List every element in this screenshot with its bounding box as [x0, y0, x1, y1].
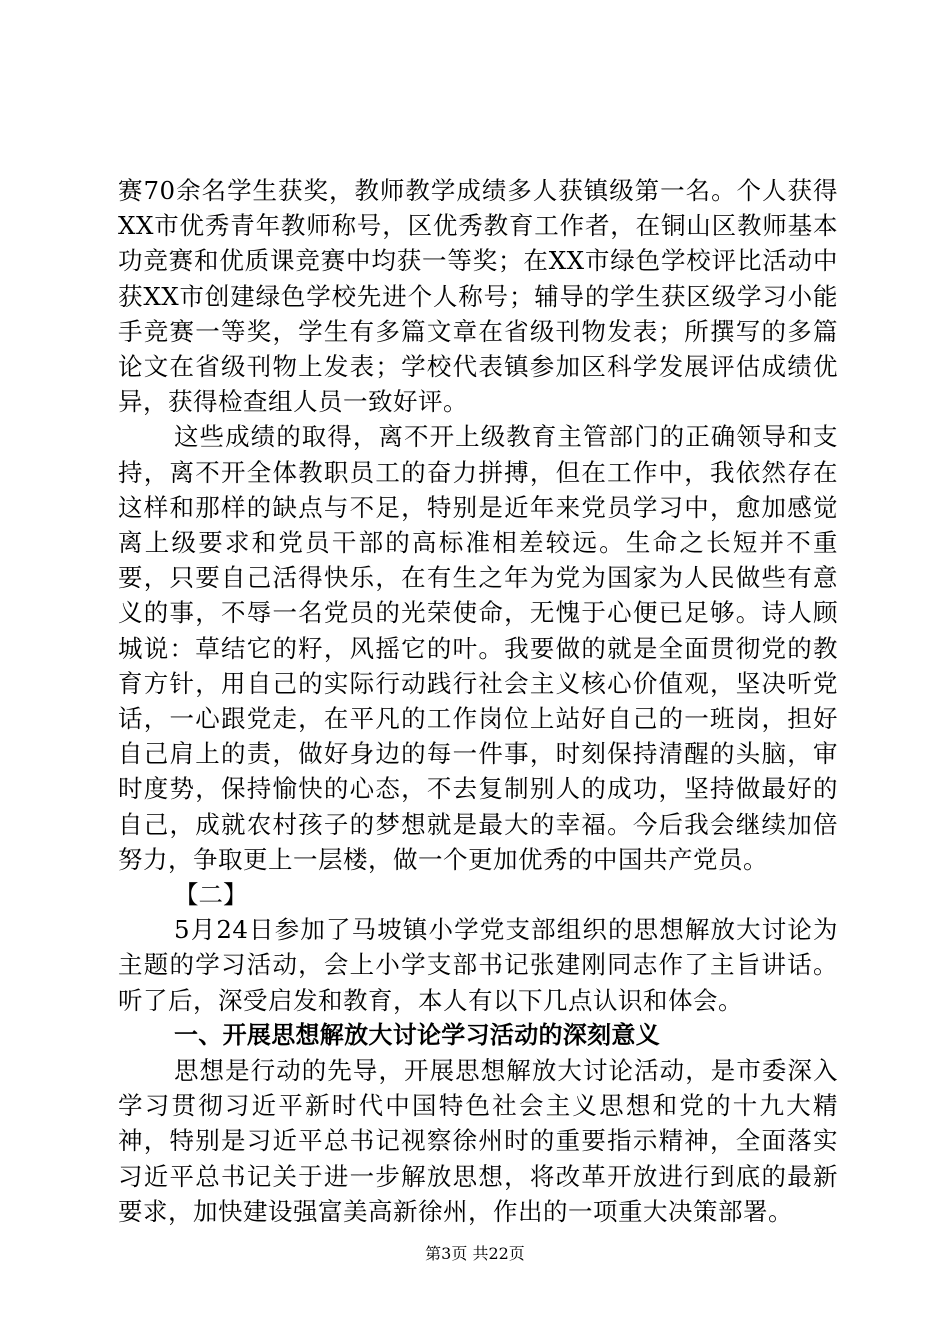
- paragraph-significance: 思想是行动的先导，开展思想解放大讨论活动，是市委深入学习贯彻习近平新时代中国特色社会主义思想和党的十九大精神，特别是习近平总书记视察徐州时的重要指示精神，全面落实习近平总书记关于进一步解放思想，将改革开放进行到底的最新要求，加快建设强富美高新徐州，作出的一项重大决策部署。: [118, 1056, 838, 1226]
- paragraph-achievements: 赛70余名学生获奖，教师教学成绩多人获镇级第一名。个人获得XX市优秀青年教师称号，区优秀教育工作者，在铜山区教师基本功竞赛和优质课竞赛中均获一等奖；在XX市绿色学校评比活动中获XX市创建绿色学校先进个人称号；辅导的学生获区级学习小能手竞赛一等奖，学生有多篇文章在省级刊物发表；所撰写的多篇论文在省级刊物上发表；学校代表镇参加区科学发展评估成绩优异，获得检查组人员一致好评。: [118, 176, 838, 417]
- page-footer: 第3页 共22页: [425, 1244, 525, 1263]
- paragraph-meeting: 5月24日参加了马坡镇小学党支部组织的思想解放大讨论为主题的学习活动，会上小学支部书记张建刚同志作了主旨讲话。听了后，深受启发和教育，本人有以下几点认识和体会。: [118, 915, 838, 1015]
- section-heading: 一、开展思想解放大讨论学习活动的深刻意义: [174, 1020, 660, 1049]
- paragraph-reflection: 这些成绩的取得，离不开上级教育主管部门的正确领导和支持，离不开全体教职员工的奋力拼搏，但在工作中，我依然存在这样和那样的缺点与不足，特别是近年来党员学习中，愈加感觉离上级要求和党员干部的高标准相差较远。生命之长短并不重要，只要自己活得快乐，在有生之年为党为国家为人民做些有意义的事，不辱一名党员的光荣使命，无愧于心便已足够。诗人顾城说：草结它的籽，风摇它的叶。我要做的就是全面贯彻党的教育方针，用自己的实际行动践行社会主义核心价值观，坚决听党话，一心跟党走，在平凡的工作岗位上站好自己的一班岗，担好自己肩上的责，做好身边的每一件事，时刻保持清醒的头脑，审时度势，保持愉快的心态，不去复制别人的成功，坚持做最好的自己，成就农村孩子的梦想就是最大的幸福。今后我会继续加倍努力，争取更上一层楼，做一个更加优秀的中国共产党员。: [118, 422, 838, 874]
- section-marker: 【二】: [174, 880, 248, 910]
- document-body: [118, 173, 838, 1229]
